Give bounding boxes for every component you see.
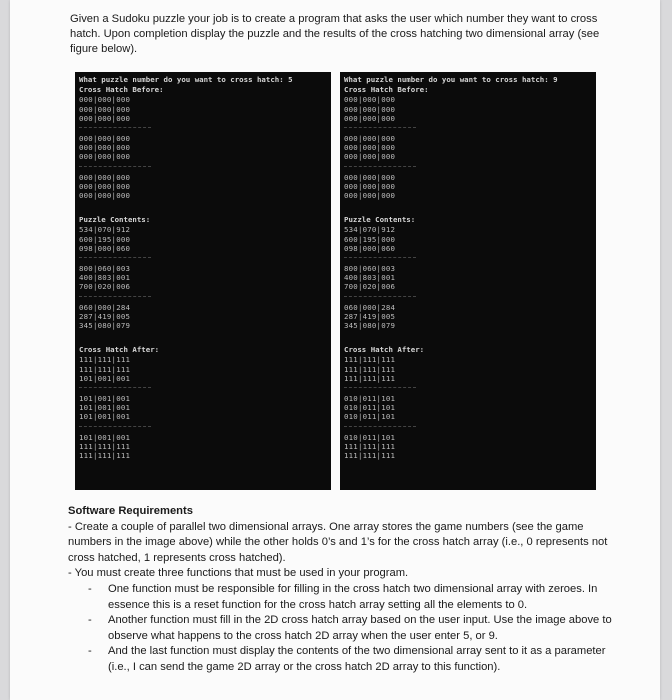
grid-row: 000|000|000 bbox=[79, 113, 131, 123]
grid-row: 000|000|000 bbox=[79, 95, 131, 105]
cross-hatch-after-label: Cross Hatch After: bbox=[79, 345, 160, 355]
grid-row: 101|001|001 bbox=[79, 403, 131, 413]
section-spacer bbox=[79, 330, 327, 344]
software-requirements bbox=[68, 504, 618, 676]
section-spacer bbox=[344, 200, 592, 214]
grid-row: 287|419|005 bbox=[344, 311, 396, 321]
console-output-5 bbox=[75, 72, 331, 490]
grid-row: 000|000|000 bbox=[344, 113, 396, 123]
grid-row: 700|020|006 bbox=[79, 282, 131, 292]
grid-row: 000|000|000 bbox=[344, 95, 396, 105]
grid-separator bbox=[344, 257, 416, 264]
grid-row: 000|000|000 bbox=[79, 172, 131, 182]
grid-row: 287|419|005 bbox=[79, 311, 131, 321]
grid-row: 000|000|000 bbox=[344, 181, 396, 191]
grid-row: 060|000|284 bbox=[79, 302, 131, 312]
grid-separator bbox=[79, 296, 151, 303]
grid-row: 000|000|000 bbox=[344, 152, 396, 162]
function-list bbox=[68, 582, 618, 676]
grid-row: 111|111|111 bbox=[79, 441, 131, 451]
console-prompt: What puzzle number do you want to cross hatch: 9 bbox=[344, 75, 558, 84]
grid-row: 800|060|003 bbox=[79, 264, 131, 274]
grid-row: 000|000|000 bbox=[79, 134, 131, 144]
grid-separator bbox=[344, 296, 416, 303]
console-output-9 bbox=[340, 72, 596, 490]
section-spacer bbox=[344, 330, 592, 344]
cross-hatch-before-grid bbox=[344, 95, 592, 200]
grid-row: 800|060|003 bbox=[344, 264, 396, 274]
cross-hatch-after-label: Cross Hatch After: bbox=[344, 345, 425, 355]
grid-row: 111|111|111 bbox=[344, 451, 396, 461]
grid-separator bbox=[79, 127, 151, 134]
function-item-reset: - One function must be responsible for filling in the cross hatch two dimensional array with zeroes. In essence this is a reset function for the cross hatch array setting all the elements to 0. bbox=[108, 582, 618, 613]
section-spacer bbox=[79, 200, 327, 214]
grid-row: 000|000|000 bbox=[79, 104, 131, 114]
grid-separator bbox=[344, 387, 416, 394]
requirement-functions: - You must create three functions that must be used in your program. bbox=[68, 567, 409, 580]
grid-row: 101|001|001 bbox=[79, 412, 131, 422]
grid-row: 098|000|060 bbox=[344, 243, 396, 253]
cross-hatch-before-label: Cross Hatch Before: bbox=[344, 85, 429, 95]
function-item-display: - And the last function must display the contents of the two dimensional array sent to it as a parameter (i.e., I can send the game 2D array or the cross hatch 2D array to this function). bbox=[108, 644, 618, 675]
function-item-fill: - Another function must fill in the 2D cross hatch array based on the user input. Use the image above to observe what happens to the cross hatch 2D array when the user enter 5, or 9. bbox=[108, 613, 618, 644]
grid-row: 111|111|111 bbox=[344, 355, 396, 365]
grid-row: 000|000|000 bbox=[344, 172, 396, 182]
grid-separator bbox=[79, 257, 151, 264]
grid-row: 010|011|101 bbox=[344, 403, 396, 413]
grid-row: 101|001|001 bbox=[79, 373, 131, 383]
puzzle-contents-grid bbox=[79, 225, 327, 330]
grid-row: 000|000|000 bbox=[344, 143, 396, 153]
grid-row: 101|001|001 bbox=[79, 394, 131, 404]
grid-row: 000|000|000 bbox=[79, 181, 131, 191]
grid-row: 345|080|079 bbox=[344, 321, 396, 331]
grid-separator bbox=[344, 127, 416, 134]
cross-hatch-before-label: Cross Hatch Before: bbox=[79, 85, 164, 95]
grid-separator bbox=[344, 426, 416, 433]
grid-row: 000|000|000 bbox=[79, 191, 131, 201]
grid-row: 098|000|060 bbox=[79, 243, 131, 253]
intro-paragraph: Given a Sudoku puzzle your job is to create a program that asks the user which number they want to cross hatch. Upon completion display the puzzle and the results of the cross hatching two dimensional array (see figure below). bbox=[70, 13, 600, 55]
document-page bbox=[10, 0, 660, 700]
grid-separator bbox=[79, 166, 151, 173]
grid-row: 010|011|101 bbox=[344, 412, 396, 422]
grid-row: 010|011|101 bbox=[344, 394, 396, 404]
grid-row: 000|000|000 bbox=[79, 152, 131, 162]
grid-separator bbox=[79, 387, 151, 394]
requirements-title: Software Requirements bbox=[68, 505, 193, 517]
puzzle-contents-label: Puzzle Contents: bbox=[79, 215, 151, 225]
puzzle-contents-label: Puzzle Contents: bbox=[344, 215, 416, 225]
grid-row: 700|020|006 bbox=[344, 282, 396, 292]
grid-row: 000|000|000 bbox=[344, 134, 396, 144]
grid-row: 111|111|111 bbox=[79, 364, 131, 374]
grid-row: 000|000|000 bbox=[79, 143, 131, 153]
console-prompt: What puzzle number do you want to cross hatch: 5 bbox=[79, 75, 293, 84]
grid-row: 010|011|101 bbox=[344, 432, 396, 442]
grid-row: 600|195|000 bbox=[79, 234, 131, 244]
grid-row: 101|001|001 bbox=[79, 432, 131, 442]
cross-hatch-after-grid bbox=[344, 355, 592, 460]
grid-row: 345|080|079 bbox=[79, 321, 131, 331]
grid-separator bbox=[79, 426, 151, 433]
grid-row: 400|803|001 bbox=[344, 273, 396, 283]
requirement-arrays: - Create a couple of parallel two dimensional arrays. One array stores the game numbers (see the game numbers in the image above) while the other holds 0’s and 1’s for the cross hatch array (i.e., 0 represents not cross hatched, 1 represents cross hatched). bbox=[68, 520, 608, 564]
grid-separator bbox=[344, 166, 416, 173]
grid-row: 111|111|111 bbox=[79, 451, 131, 461]
grid-row: 111|111|111 bbox=[344, 373, 396, 383]
grid-row: 534|070|912 bbox=[344, 225, 396, 235]
puzzle-contents-grid bbox=[344, 225, 592, 330]
grid-row: 111|111|111 bbox=[344, 364, 396, 374]
grid-row: 000|000|000 bbox=[344, 104, 396, 114]
grid-row: 111|111|111 bbox=[344, 441, 396, 451]
grid-row: 111|111|111 bbox=[79, 355, 131, 365]
grid-row: 000|000|000 bbox=[344, 191, 396, 201]
grid-row: 600|195|000 bbox=[344, 234, 396, 244]
grid-row: 060|000|284 bbox=[344, 302, 396, 312]
cross-hatch-after-grid bbox=[79, 355, 327, 460]
cross-hatch-before-grid bbox=[79, 95, 327, 200]
grid-row: 534|070|912 bbox=[79, 225, 131, 235]
grid-row: 400|803|001 bbox=[79, 273, 131, 283]
